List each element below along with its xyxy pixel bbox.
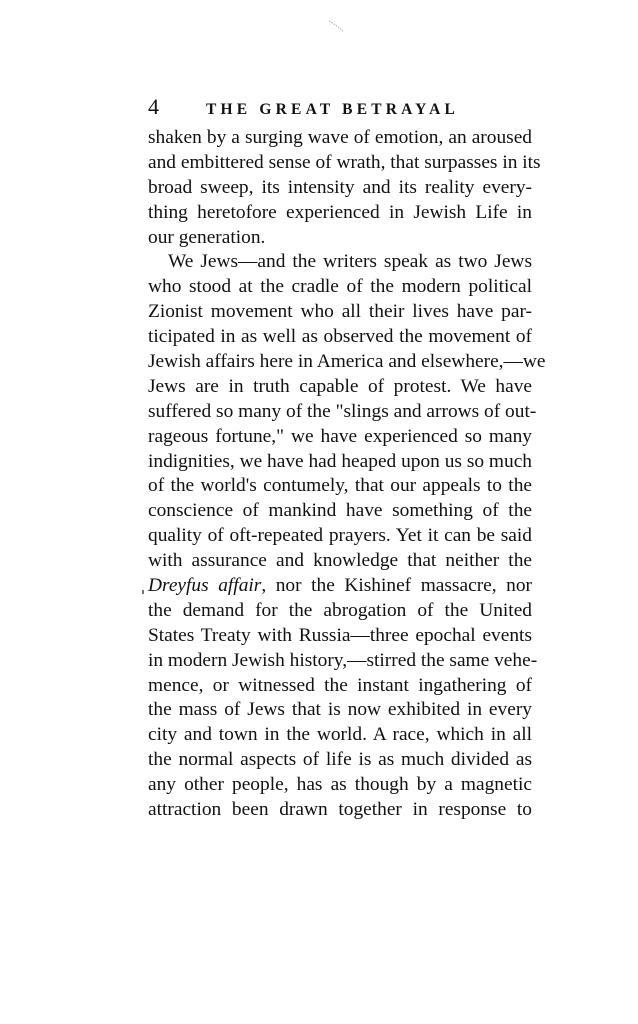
- text-line: our generation.: [148, 226, 266, 248]
- page-number: 4: [148, 94, 159, 119]
- running-head: [148, 94, 532, 122]
- text-line: who stood at the cradle of the modern political: [148, 276, 532, 298]
- text-line: the demand for the abrogation of the United: [148, 599, 532, 621]
- text-line: [148, 574, 532, 599]
- text-line: city and town in the world. A race, which in all: [148, 724, 532, 746]
- text-line: Zionist movement who all their lives have par-: [148, 301, 532, 323]
- text-line: any other people, has as though by a magnetic: [148, 774, 532, 796]
- text-line: ticipated in as well as observed the movement of: [148, 326, 532, 348]
- italic-title: Dreyfus affair: [148, 575, 262, 597]
- book-page: [148, 94, 546, 823]
- scan-mark-icon: [328, 20, 344, 32]
- text-line: of the world's contumely, that our appeals to the: [148, 475, 532, 497]
- text-line: the normal aspects of life is as much divided as: [148, 749, 532, 771]
- margin-tick-mark: [142, 590, 144, 594]
- text-line: with assurance and knowledge that neither the: [148, 550, 532, 572]
- text-line: rageous fortune," we have experienced so many: [148, 425, 532, 447]
- text-line: in modern Jewish history,—stirred the same vehe-: [148, 649, 538, 671]
- text-line: We Jews—and the writers speak as two Jews: [168, 251, 532, 273]
- text-line: shaken by a surging wave of emotion, an aroused: [148, 127, 532, 148]
- text-line: Jewish affairs here in America and elsewhere,—we: [148, 351, 546, 373]
- text-line-rest: , nor the Kishinef massacre, nor: [261, 575, 532, 597]
- text-line: and embittered sense of wrath, that surpasses in its: [148, 151, 541, 173]
- text-line: indignities, we have had heaped upon us so much: [148, 450, 532, 472]
- text-line: suffered so many of the "slings and arrows of out-: [148, 400, 537, 422]
- text-line: the mass of Jews that is now exhibited in every: [148, 699, 532, 721]
- text-line: thing heretofore experienced in Jewish Life in: [148, 201, 532, 223]
- text-line: Jews are in truth capable of protest. We have: [148, 375, 532, 397]
- text-line: broad sweep, its intensity and its reality every-: [148, 176, 532, 198]
- text-line: States Treaty with Russia—three epochal events: [148, 624, 532, 646]
- text-line: quality of oft-repeated prayers. Yet it can be said: [148, 525, 532, 547]
- text-line: mence, or witnessed the instant ingathering of: [148, 674, 532, 696]
- running-title: THE GREAT BETRAYAL: [206, 101, 460, 118]
- body-text: [148, 126, 546, 823]
- text-line: conscience of mankind have something of the: [148, 500, 532, 522]
- text-line: attraction been drawn together in response to: [148, 799, 532, 821]
